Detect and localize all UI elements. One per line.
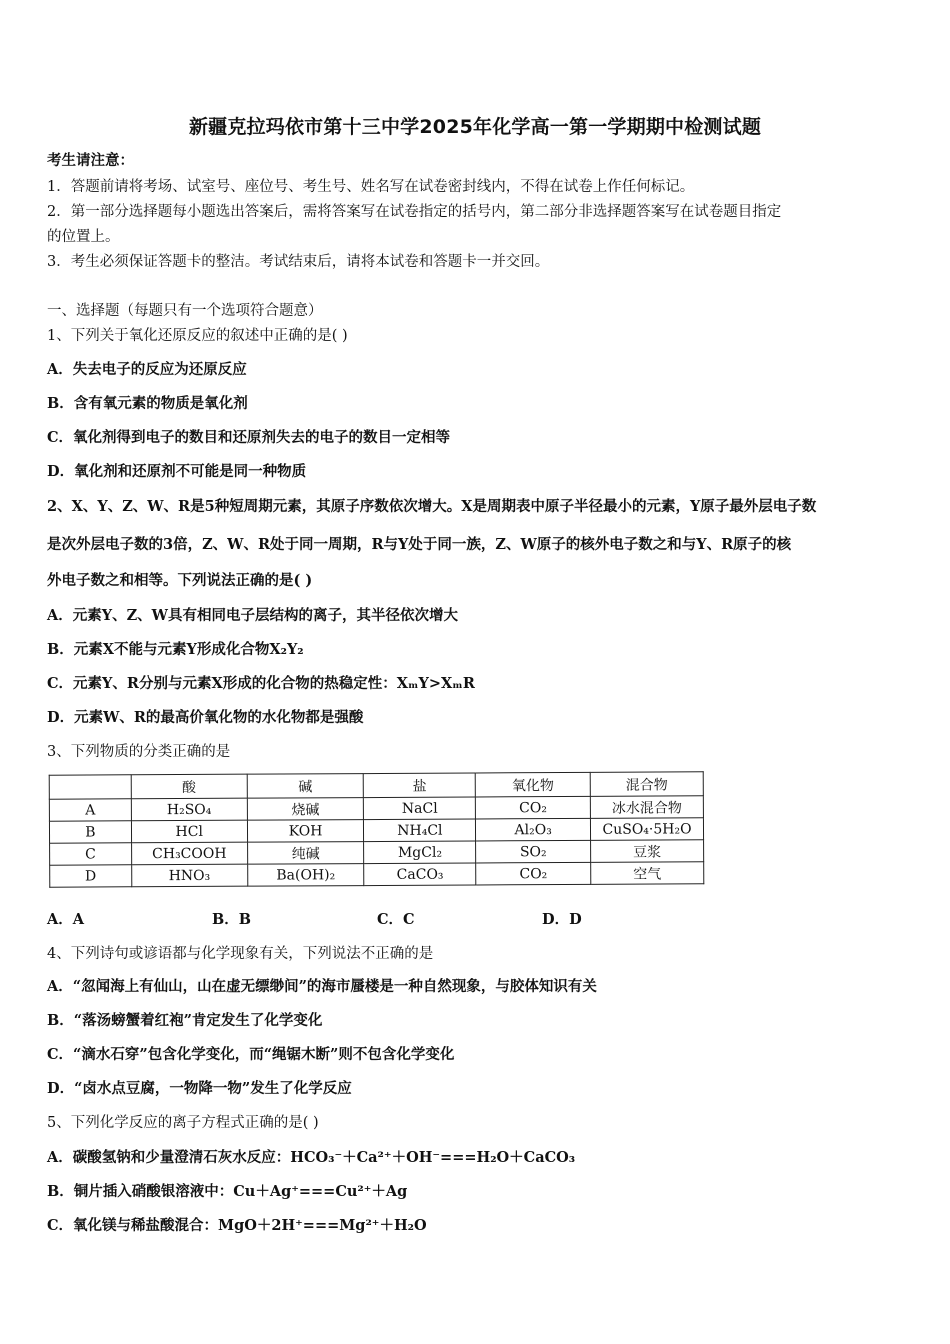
table-cell: HNO₃ xyxy=(131,864,247,887)
question-stem: 4、下列诗句或谚语都与化学现象有关，下列说法不正确的是 xyxy=(47,946,434,962)
option-b: B．“落汤螃蟹着红袍”肯定发生了化学变化 xyxy=(47,1012,323,1029)
notice-item: 1．答题前请将考场、试室号、座位号、考生号、姓名写在试卷密封线内，不得在试卷上作任何标记。 xyxy=(47,179,695,195)
option-a: A．“忽闻海上有仙山，山在虚无缥缈间”的海市蜃楼是一种自然现象，与胶体知识有关 xyxy=(47,978,597,995)
section-heading: 一、选择题（每题只有一个选项符合题意） xyxy=(47,303,323,319)
table-cell: 豆浆 xyxy=(591,840,704,863)
table-cell: CuSO₄·5H₂O xyxy=(590,818,703,841)
table-cell: NaCl xyxy=(364,797,476,820)
table-cell: CO₂ xyxy=(476,796,591,819)
table-cell: MgCl₂ xyxy=(364,841,476,864)
question-stem: 3、下列物质的分类正确的是 xyxy=(47,744,231,760)
option-b: B．含有氧元素的物质是氧化剂 xyxy=(47,395,248,412)
notice-item: 2．第一部分选择题每小题选出答案后，需将答案写在试卷指定的括号内，第二部分非选择题答案写在试卷题目指定 xyxy=(47,204,782,220)
table-cell: CaCO₃ xyxy=(364,863,476,886)
option-d: D．“卤水点豆腐，一物降一物”发生了化学反应 xyxy=(47,1080,352,1097)
table-cell: D xyxy=(50,865,132,887)
table-cell: NH₄Cl xyxy=(364,819,476,842)
table-cell: HCl xyxy=(131,820,247,843)
table-cell: B xyxy=(49,821,131,843)
option-c: C．C xyxy=(377,911,415,928)
table-cell: KOH xyxy=(247,820,364,843)
option-b: B．元素X不能与元素Y形成化合物X₂Y₂ xyxy=(47,641,304,658)
page-title: 新疆克拉玛依市第十三中学2025年化学高一第一学期期中检测试题 xyxy=(188,116,762,138)
question-stem: 1、下列关于氧化还原反应的叙述中正确的是( ) xyxy=(47,328,348,344)
option-c: C．氧化镁与稀盐酸混合：MgO＋2H⁺===Mg²⁺＋H₂O xyxy=(47,1217,427,1234)
table-cell: H₂SO₄ xyxy=(131,798,247,821)
notice-item: 的位置上。 xyxy=(47,229,120,245)
table-cell: A xyxy=(49,799,131,821)
option-c: C．元素Y、R分别与元素X形成的化合物的热稳定性：XₘY>XₘR xyxy=(47,675,475,692)
option-d: D．D xyxy=(542,911,582,928)
table-header: 盐 xyxy=(364,773,476,798)
table-row xyxy=(50,862,704,887)
option-a: A．元素Y、Z、W具有相同电子层结构的离子，其半径依次增大 xyxy=(47,607,458,624)
table-header: 碱 xyxy=(247,774,364,799)
option-a: A．碳酸氢钠和少量澄清石灰水反应：HCO₃⁻＋Ca²⁺＋OH⁻===H₂O＋CaCO₃ xyxy=(47,1149,576,1166)
option-b: B．铜片插入硝酸银溶液中：Cu＋Ag⁺===Cu²⁺＋Ag xyxy=(47,1183,408,1200)
table-header-row xyxy=(49,772,703,799)
notice-item: 3．考生必须保证答题卡的整洁。考试结束后，请将本试卷和答题卡一并交回。 xyxy=(47,254,550,270)
table-cell: Ba(OH)₂ xyxy=(247,864,364,887)
table-header: 酸 xyxy=(131,774,247,799)
option-c: C．氧化剂得到电子的数目和还原剂失去的电子的数目一定相等 xyxy=(47,429,451,446)
table-header: 氧化物 xyxy=(475,772,590,797)
option-a: A．A xyxy=(47,911,85,928)
table-cell: CO₂ xyxy=(476,862,591,885)
question-stem: 5、下列化学反应的离子方程式正确的是( ) xyxy=(47,1115,319,1131)
notice-heading: 考生请注意： xyxy=(47,152,134,169)
table-cell: 烧碱 xyxy=(247,798,364,821)
question-stem: 是次外层电子数的3倍，Z、W、R处于同一周期，R与Y处于同一族，Z、W原子的核外电子数之和与Y、R原子的核 xyxy=(47,536,792,553)
table-cell: 空气 xyxy=(591,862,704,885)
option-b: B．B xyxy=(212,911,252,928)
question-stem: 2、X、Y、Z、W、R是5种短周期元素，其原子序数依次增大。X是周期表中原子半径最小的元素，Y原子最外层电子数 xyxy=(47,498,817,515)
option-a: A．失去电子的反应为还原反应 xyxy=(47,361,247,378)
table-header xyxy=(49,775,131,799)
table-cell: 纯碱 xyxy=(247,842,364,865)
question-stem: 外电子数之和相等。下列说法正确的是( ) xyxy=(47,572,313,589)
option-d: D．氧化剂和还原剂不可能是同一种物质 xyxy=(47,463,307,480)
table-cell: SO₂ xyxy=(476,840,591,863)
table-cell: C xyxy=(50,843,132,865)
table-cell: CH₃COOH xyxy=(131,842,247,865)
table-cell: 冰水混合物 xyxy=(590,796,703,819)
table-cell: Al₂O₃ xyxy=(476,818,591,841)
table-header: 混合物 xyxy=(590,772,703,797)
option-d: D．元素W、R的最高价氧化物的水化物都是强酸 xyxy=(47,709,364,726)
classification-table xyxy=(49,771,705,887)
option-c: C．“滴水石穿”包含化学变化，而“绳锯木断”则不包含化学变化 xyxy=(47,1046,455,1063)
